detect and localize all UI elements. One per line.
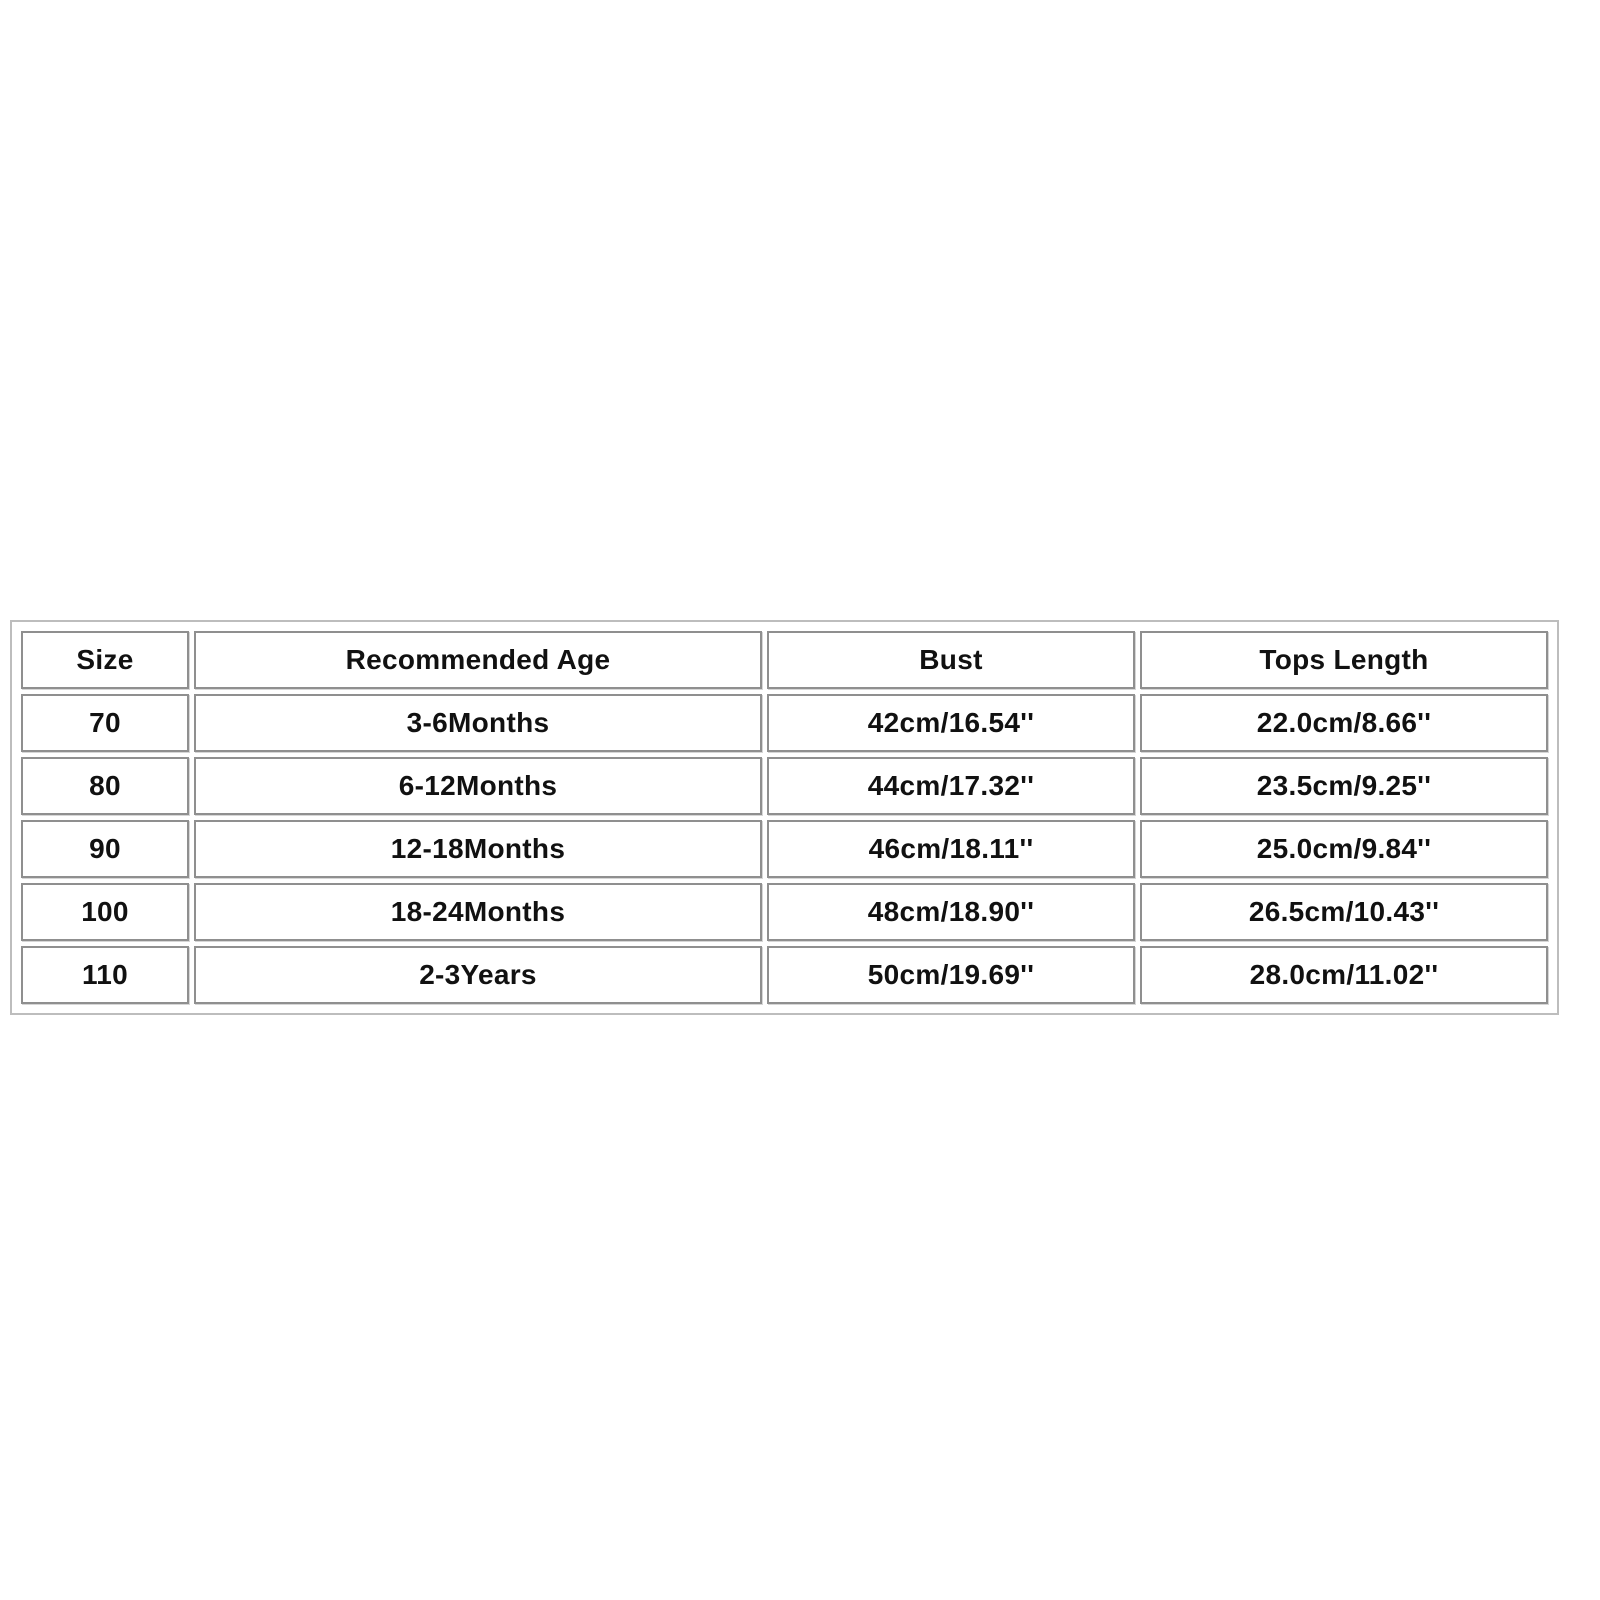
cell-size: 70	[21, 694, 189, 752]
header-bust: Bust	[767, 631, 1135, 689]
cell-recommended-age: 12-18Months	[194, 820, 762, 878]
header-recommended-age: Recommended Age	[194, 631, 762, 689]
cell-tops-length: 25.0cm/9.84''	[1140, 820, 1548, 878]
cell-size: 100	[21, 883, 189, 941]
header-tops-length: Tops Length	[1140, 631, 1548, 689]
cell-size: 80	[21, 757, 189, 815]
cell-bust: 44cm/17.32''	[767, 757, 1135, 815]
cell-bust: 46cm/18.11''	[767, 820, 1135, 878]
table-row	[21, 694, 1548, 752]
cell-recommended-age: 18-24Months	[194, 883, 762, 941]
cell-bust: 48cm/18.90''	[767, 883, 1135, 941]
cell-tops-length: 22.0cm/8.66''	[1140, 694, 1548, 752]
cell-tops-length: 26.5cm/10.43''	[1140, 883, 1548, 941]
table-row	[21, 757, 1548, 815]
cell-size: 110	[21, 946, 189, 1004]
cell-recommended-age: 3-6Months	[194, 694, 762, 752]
size-chart-table	[10, 620, 1559, 1015]
table-header-row	[21, 631, 1548, 689]
table-row	[21, 820, 1548, 878]
cell-recommended-age: 6-12Months	[194, 757, 762, 815]
cell-bust: 50cm/19.69''	[767, 946, 1135, 1004]
cell-tops-length: 28.0cm/11.02''	[1140, 946, 1548, 1004]
cell-recommended-age: 2-3Years	[194, 946, 762, 1004]
cell-tops-length: 23.5cm/9.25''	[1140, 757, 1548, 815]
table-row	[21, 883, 1548, 941]
header-size: Size	[21, 631, 189, 689]
cell-size: 90	[21, 820, 189, 878]
table-row	[21, 946, 1548, 1004]
cell-bust: 42cm/16.54''	[767, 694, 1135, 752]
